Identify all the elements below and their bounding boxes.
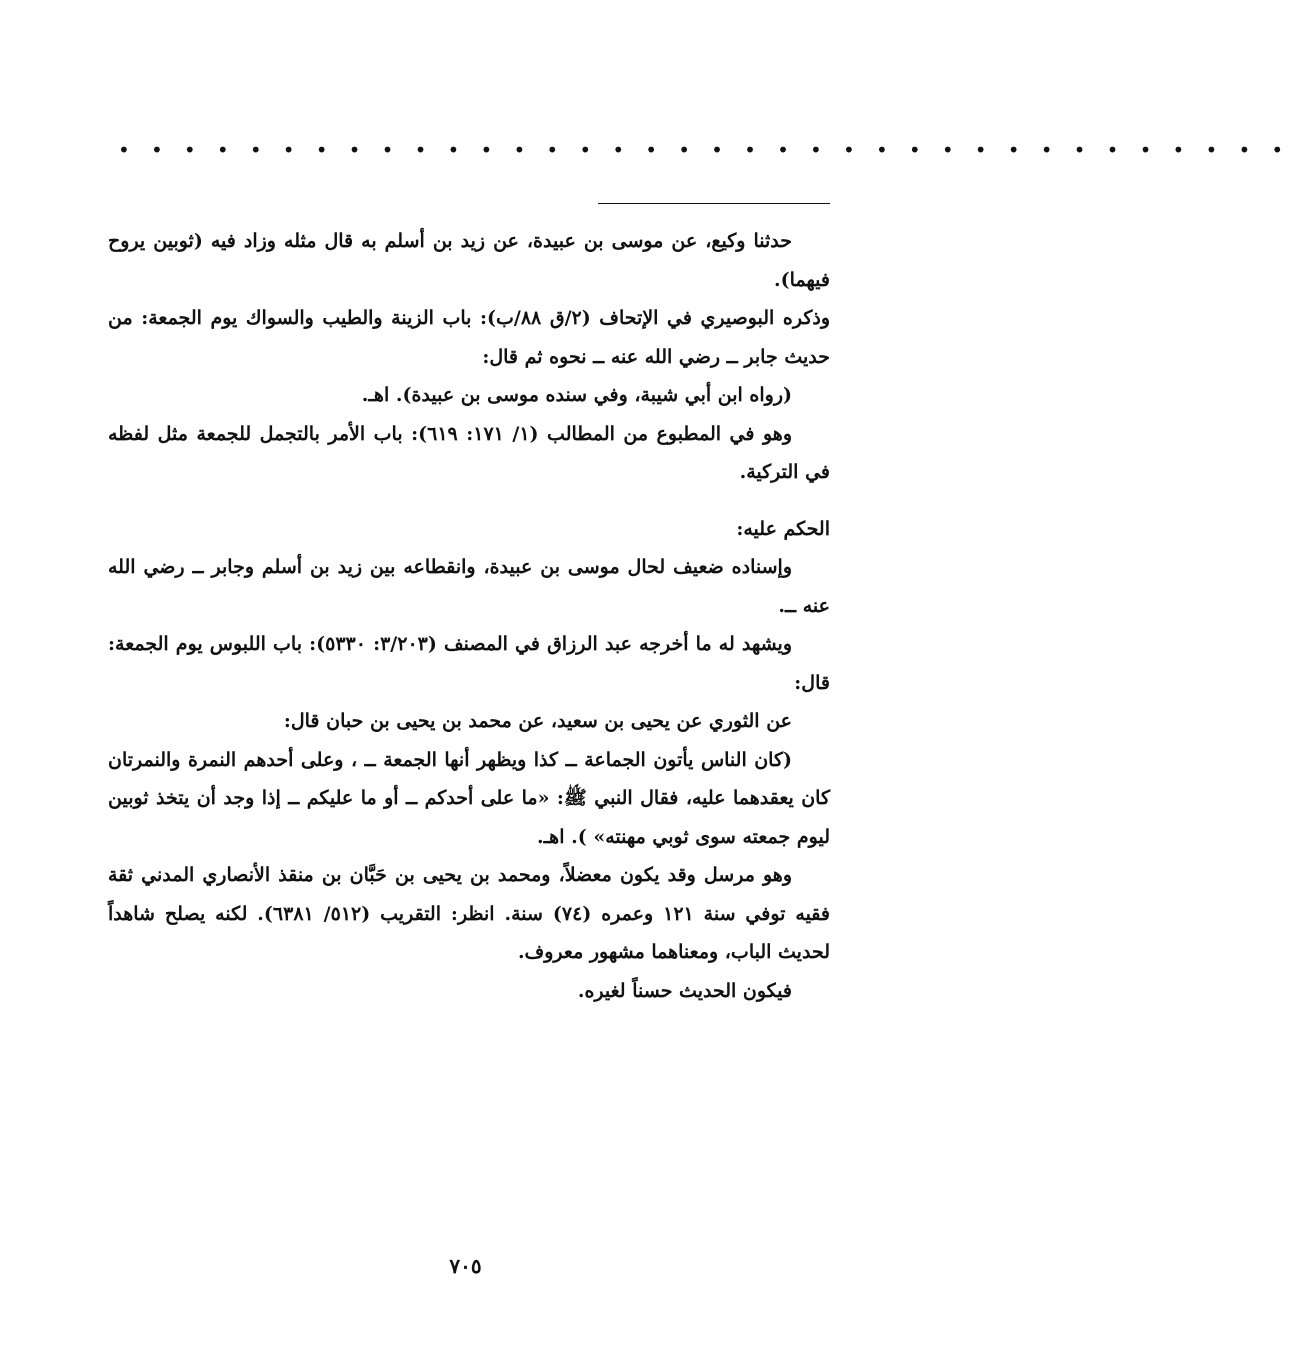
- paragraph-abdurrazzaq: ويشهد له ما أخرجه عبد الرزاق في المصنف (٣/٢٠٣: ٥٣٣٠): باب اللبوس يوم الجمعة: قال:: [108, 633, 830, 694]
- paragraph-busiri-ithaf: وذكره البوصيري في الإتحاف (٢/ق ٨٨/ب): باب الزينة والطيب والسواك يوم الجمعة: من حديث جابر ــ رضي الله عنه ــ نحوه ثم قال:: [108, 307, 830, 368]
- paragraph-hadith-text: (كان الناس يأتون الجماعة ــ كذا ويظهر أنها الجمعة ــ ، وعلى أحدهم النمرة والنمرتان كان يعقدهما عليه، فقال النبي ﷺ: «ما على أحدكم ــ أو ما عليكم ــ إذا وجد أن يتخذ ثوبين ليوم جمعته سوى ثوبي مهنته» ). اهـ.: [108, 748, 830, 848]
- footnote-rule: [598, 203, 830, 204]
- footnote-separator-dots: • • • • • • • • • • • • • • • • • • • • • • • • • • • • • • • • • • • •: [118, 138, 1291, 162]
- paragraph-busiri-quote: (رواه ابن أبي شيبة، وفي سنده موسى بن عبيدة). اهـ.: [361, 384, 792, 406]
- paragraph-matalib: وهو في المطبوع من المطالب (١/ ١٧١: ٦١٩): باب الأمر بالتجمل للجمعة مثل لفظه في التركية.: [108, 422, 830, 483]
- page-number: ٧٠٥: [449, 1254, 482, 1278]
- footnote-body: [108, 222, 830, 1010]
- paragraph-isnad-waki: حدثنا وكيع، عن موسى بن عبيدة، عن زيد بن أسلم به قال مثله وزاد فيه (ثوبين يروح فيهما).: [108, 230, 830, 291]
- section-heading-ruling: الحكم عليه:: [736, 517, 830, 540]
- paragraph-thawri-chain: عن الثوري عن يحيى بن سعيد، عن محمد بن يحيى بن حبان قال:: [283, 710, 792, 732]
- paragraph-mursal-note: وهو مرسل وقد يكون معضلاً، ومحمد بن يحيى بن حَبَّان بن منقذ الأنصاري المدني ثقة فقيه توفي سنة ١٢١ وعمره (٧٤) سنة. انظر: التقريب (٥١٢/ ٦٣٨١). لكنه يصلح شاهداً لحديث الباب، ومعناهما مشهور معروف.: [108, 864, 831, 963]
- paragraph-conclusion: فيكون الحديث حسناً لغيره.: [577, 979, 792, 1002]
- paragraph-isnad-weak: وإسناده ضعيف لحال موسى بن عبيدة، وانقطاعه بين زيد بن أسلم وجابر ــ رضي الله عنه ــ.: [108, 556, 830, 617]
